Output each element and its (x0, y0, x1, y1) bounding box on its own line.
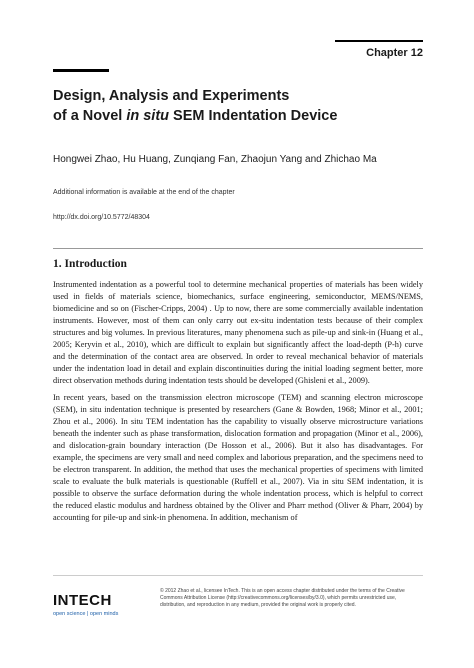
authors: Hongwei Zhao, Hu Huang, Zunqiang Fan, Zhaojun Yang and Zhichao Ma (53, 154, 377, 165)
chapter-rule (335, 40, 423, 42)
title-line-2-prefix: of a Novel (53, 108, 127, 124)
additional-info: Additional information is available at the end of the chapter (53, 189, 235, 196)
logo-tagline: open science | open minds (53, 611, 119, 617)
title-line-2-suffix: SEM Indentation Device (169, 108, 338, 124)
license-text: © 2012 Zhao et al., licensee InTech. This is an open access chapter distributed under the terms of the Creative Commons Attribution License (http://creativecommons.org/licenses/by/3.0), which permits unrestricted use, distribution, and reproduction in any medium, provided the original work is properly cited. (160, 588, 405, 608)
paragraph-2: In recent years, based on the transmission electron microscope (TEM) and scanning electron microscope (SEM), in situ indentation technique is presented by researchers (Gane & Bowden, 1968; Minor et al., 2001; Zhou et al., 2006). In situ TEM indentation has the capability to visually observe microstructure variations beneath the indenter such as phase transformation, dislocation formation and propagation (Minor et al., 2006), and dislocation-grain boundary interaction (De Hosson et al., 2006). But it also has disadvantages. For example, the specimens are very small and need complex and laborious preparation, and the specimens need to be electron transparent. In addition, the method that uses the mechanical properties of specimens with limited scale to evaluate the bulk materials is questionable (Ruffell et al., 2007). Via in situ SEM indentation, it is possible to observe the surface deformation during the whole indentation process, which is helpful to correct the reduced elastic modulus and hardness obtained by the Oliver and Pharr method (Oliver & Pharr, 2004) by accounting for pile-up and sink-in phenomena. In addition, mechanism of (53, 393, 423, 522)
paragraph-1: Instrumented indentation as a powerful tool to determine mechanical properties of materials has been widely used in fields of materials science, biomechanics, surface engineering, semiconductor, MEMS/NEMS, biomedicine and so on (Fischer-Cripps, 2004) . Up to now, there are some commercially available indentation instruments. However, most of them can only carry out ex-situ indentation tests because of their complex structures and big volumes. In previous literatures, many phenomena such as pile-up and sink-in (Huang et al., 2005; Keryvin et al., 2010), which are difficult to explain but significantly affect the load-depth (P-h) curve and the determination of the contact area are observed. In order to reveal mechanical behavior of materials under the indentation load in detail and explain discontinuities during the initial loading segment better, more direct observation methods during indentation tests should be developed (Ghisleni et al., 2009). (53, 280, 423, 385)
title-line-2 (53, 106, 433, 126)
footer-divider (53, 575, 423, 576)
title-line-1: Design, Analysis and Experiments (53, 88, 290, 104)
title-line-2-italic: in situ (126, 108, 170, 124)
title-rule (53, 69, 109, 72)
section-heading: 1. Introduction (53, 258, 127, 270)
page-title (53, 86, 433, 126)
intech-logo: INTECH (53, 592, 112, 609)
doi-link[interactable]: http://dx.doi.org/10.5772/48304 (53, 214, 150, 221)
section-divider (53, 248, 423, 249)
chapter-label: Chapter 12 (366, 47, 423, 59)
